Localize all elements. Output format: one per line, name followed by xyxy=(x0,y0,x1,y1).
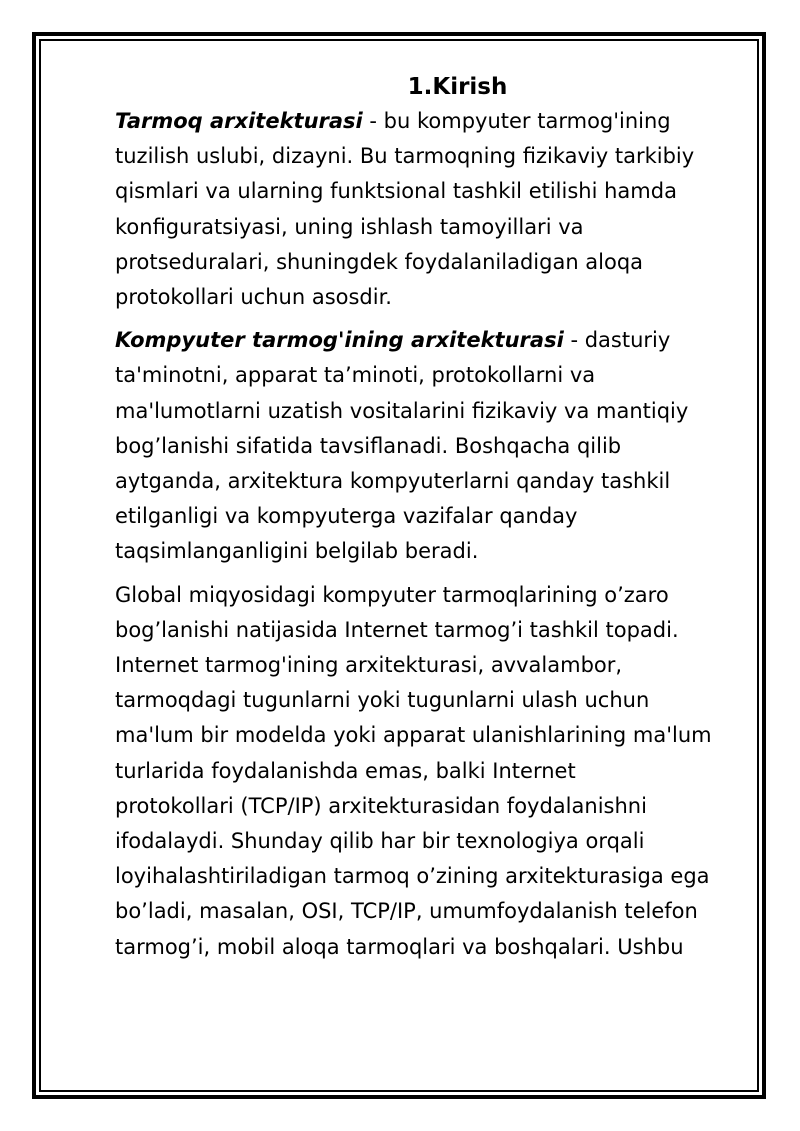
paragraph-line: bo’ladi, masalan, OSI, TCP/IP, umumfoydalanish telefon xyxy=(115,899,698,924)
paragraph-line: turlarida foydalanishda emas, balki Internet xyxy=(115,758,576,783)
paragraph-line: ma'lum bir modelda yoki apparat ulanishlarining ma'lum xyxy=(115,723,712,748)
paragraph-line: bog’lanishi natijasida Internet tarmog’i tashkil topadi. xyxy=(115,617,679,642)
line-text: - bu kompyuter tarmog'ining xyxy=(362,109,671,133)
document-body xyxy=(115,70,740,973)
paragraph-line: Internet tarmog'ining arxitekturasi, avvalambor, xyxy=(115,653,623,678)
paragraph-line: konfiguratsiyasi, uning ishlash tamoyillari va xyxy=(115,214,584,239)
paragraph-line: protseduralari, shuningdek foydalaniladigan aloqa xyxy=(115,249,644,274)
paragraph-line: aytganda, arxitektura kompyuterlarni qanday tashkil xyxy=(115,469,671,494)
paragraph-line: loyihalashtiriladigan tarmoq o’zining arxitekturasiga ega xyxy=(115,864,710,889)
paragraph-line xyxy=(115,323,740,358)
paragraph-line: ma'lumotlarni uzatish vositalarini fizikaviy va mantiqiy xyxy=(115,398,689,423)
paragraph-line: protokollari (TCP/IP) arxitekturasidan foydalanishni xyxy=(115,793,647,818)
paragraph-line xyxy=(115,104,740,139)
paragraph-3 xyxy=(115,578,740,965)
term-heading: Kompyuter tarmog'ining arxitekturasi xyxy=(115,328,564,353)
paragraph-1 xyxy=(115,104,740,315)
line-text: - dasturiy xyxy=(563,328,671,353)
paragraph-line: etilganligi va kompyuterga vazifalar qanday xyxy=(115,504,578,529)
paragraph-line: tuzilish uslubi, dizayni. Bu tarmoqning fizikaviy tarkibiy xyxy=(115,144,695,169)
page-title: 1.Kirish xyxy=(407,74,508,100)
paragraph-line: ta'minotni, apparat ta’minoti, protokollarni va xyxy=(115,363,596,388)
paragraph-2 xyxy=(115,323,740,569)
paragraph-line: qismlari va ularning funktsional tashkil etilishi hamda xyxy=(115,179,677,204)
paragraph-line: bog’lanishi sifatida tavsiflanadi. Boshqacha qilib xyxy=(115,433,622,458)
paragraph-line: tarmoqdagi tugunlarni yoki tugunlarni ulash uchun xyxy=(115,688,650,713)
paragraph-line: Global miqyosidagi kompyuter tarmoqlarining o’zaro xyxy=(115,582,669,607)
paragraph-line: protokollari uchun asosdir. xyxy=(115,285,392,310)
paragraph-line: ifodalaydi. Shunday qilib har bir texnologiya orqali xyxy=(115,829,645,854)
paragraph-line: tarmog’i, mobil aloqa tarmoqlari va boshqalari. Ushbu xyxy=(115,934,684,959)
paragraph-line: taqsimlanganligini belgilab beradi. xyxy=(115,539,479,564)
term-heading: Tarmoq arxitekturasi xyxy=(115,109,363,133)
